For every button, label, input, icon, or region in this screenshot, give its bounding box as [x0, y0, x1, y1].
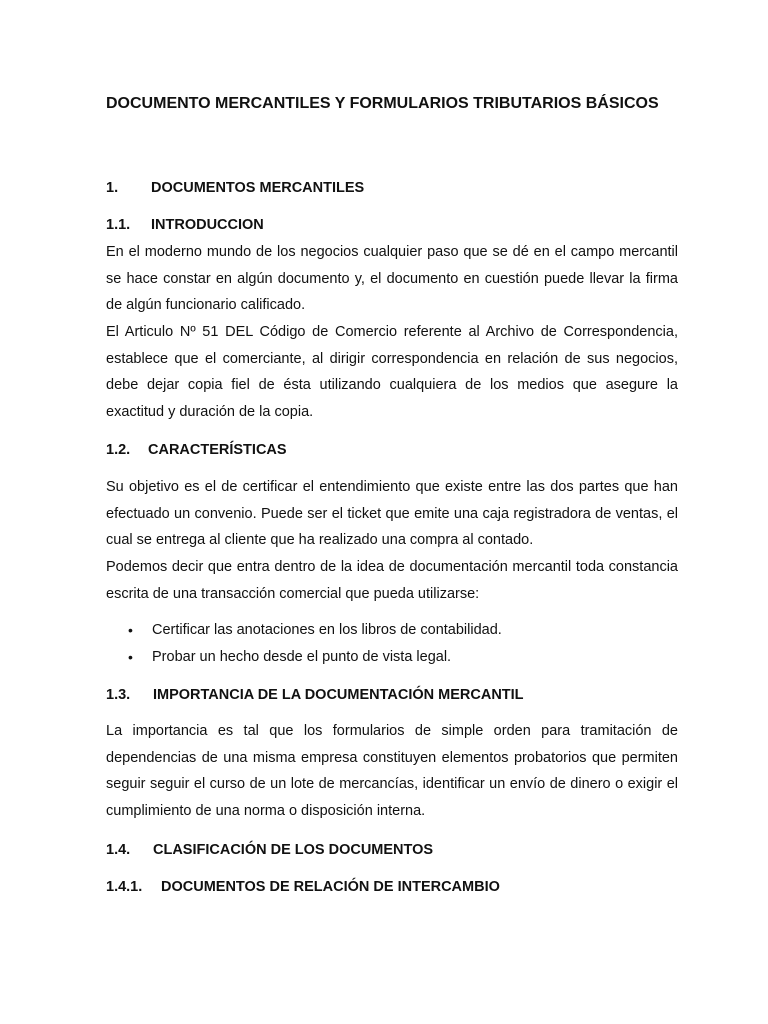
section-heading-1-1: [106, 215, 264, 235]
paragraph-importancia: La importancia es tal que los formularios de simple orden para tramitación de dependencias de una misma empresa constituyen elementos probatorios que permiten seguir seguir el curso de un lote de mercancías, identificar un envío de dinero o exigir el cumplimiento de una norma o disposición interna.: [106, 723, 678, 820]
section-number: 1.1.: [106, 217, 131, 233]
section-number: 1.2.: [106, 442, 131, 458]
document-title: DOCUMENTO MERCANTILES Y FORMULARIOS TRIBUTARIOS BÁSICOS: [106, 95, 659, 112]
list-item: [106, 617, 678, 644]
section-heading-1: [106, 178, 364, 198]
section-number: 1.: [106, 180, 119, 196]
section-title: INTRODUCCION: [151, 217, 264, 233]
bullet-list: [106, 617, 678, 671]
section-heading-1-4-1: [106, 877, 500, 897]
section-number: 1.3.: [106, 687, 131, 703]
section-heading-1-2: [106, 440, 287, 460]
list-item: [106, 644, 678, 671]
section-title: CARACTERÍSTICAS: [148, 442, 287, 458]
section-number: 1.4.1.: [106, 879, 143, 895]
section-title: DOCUMENTOS DE RELACIÓN DE INTERCAMBIO: [161, 879, 500, 895]
section-title: CLASIFICACIÓN DE LOS DOCUMENTOS: [153, 842, 434, 858]
section-number: 1.4.: [106, 842, 131, 858]
bullet-icon: •: [128, 622, 133, 638]
paragraph-caracteristicas-1: Su objetivo es el de certificar el entendimiento que existe entre las dos partes que han efectuado un convenio. Puede ser el ticket que emite una caja registradora de ventas, el cual se entrega al cliente que ha realizado una compra al contado.: [106, 479, 678, 549]
section-title: DOCUMENTOS MERCANTILES: [151, 180, 365, 196]
bullet-icon: •: [128, 649, 133, 665]
paragraph-introduccion-2: El Articulo Nº 51 DEL Código de Comercio referente al Archivo de Correspondencia, establece que el comerciante, al dirigir correspondencia en relación de sus negocios, debe dejar copia fiel de ésta utilizando cualquiera de los medios que asegure la exactitud y duración de la copia.: [106, 324, 678, 421]
paragraph-caracteristicas-2: Podemos decir que entra dentro de la idea de documentación mercantil toda constancia escrita de una transacción comercial que pueda utilizarse:: [106, 559, 678, 602]
list-item-text: Probar un hecho desde el punto de vista legal.: [152, 649, 452, 665]
list-item-text: Certificar las anotaciones en los libros de contabilidad.: [152, 622, 502, 638]
paragraph-introduccion-1: En el moderno mundo de los negocios cualquier paso que se dé en el campo mercantil se hace constar en algún documento y, el documento en cuestión puede llevar la firma de algún funcionario calificado.: [106, 244, 678, 314]
section-title: IMPORTANCIA DE LA DOCUMENTACIÓN MERCANTIL: [153, 687, 524, 703]
section-heading-1-3: [106, 685, 524, 705]
section-heading-1-4: [106, 840, 433, 860]
